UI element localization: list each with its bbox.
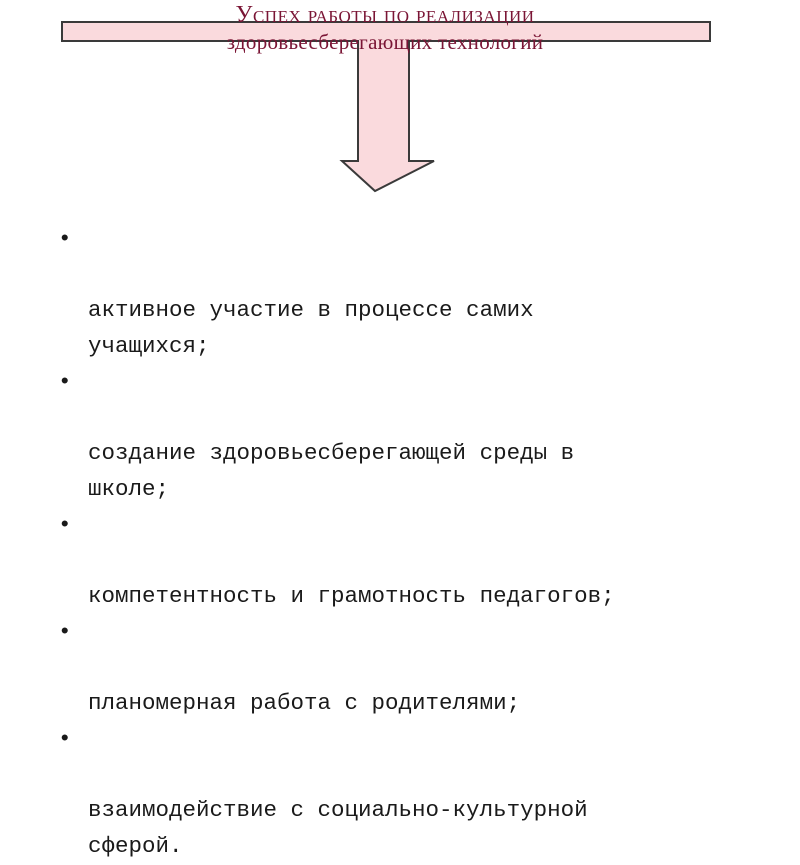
bullet-text: активное участие в процессе самих учащихся;	[88, 297, 534, 360]
list-item	[56, 222, 756, 365]
bullet-list	[56, 222, 756, 865]
bullet-icon: •	[58, 226, 72, 252]
title-line-2: здоровьесберегающих технологий	[226, 29, 544, 54]
title-line-1: Успех работы по реализации	[235, 2, 535, 28]
slide-title	[60, 2, 710, 54]
list-item	[56, 365, 756, 508]
list-item	[56, 508, 756, 615]
bullet-text: планомерная работа с родителями;	[88, 690, 521, 717]
bullet-text: компетентность и грамотность педагогов;	[88, 583, 615, 610]
bullet-icon: •	[58, 511, 72, 538]
bullet-icon: •	[58, 618, 72, 645]
list-item	[56, 615, 756, 722]
bullet-icon: •	[58, 368, 72, 395]
bullet-icon: •	[58, 725, 72, 752]
list-item	[56, 722, 756, 865]
bullet-text: создание здоровьесберегающей среды в школе;	[88, 440, 575, 502]
bullet-text: взаимодействие с социально-культурной сферой.	[88, 797, 588, 859]
